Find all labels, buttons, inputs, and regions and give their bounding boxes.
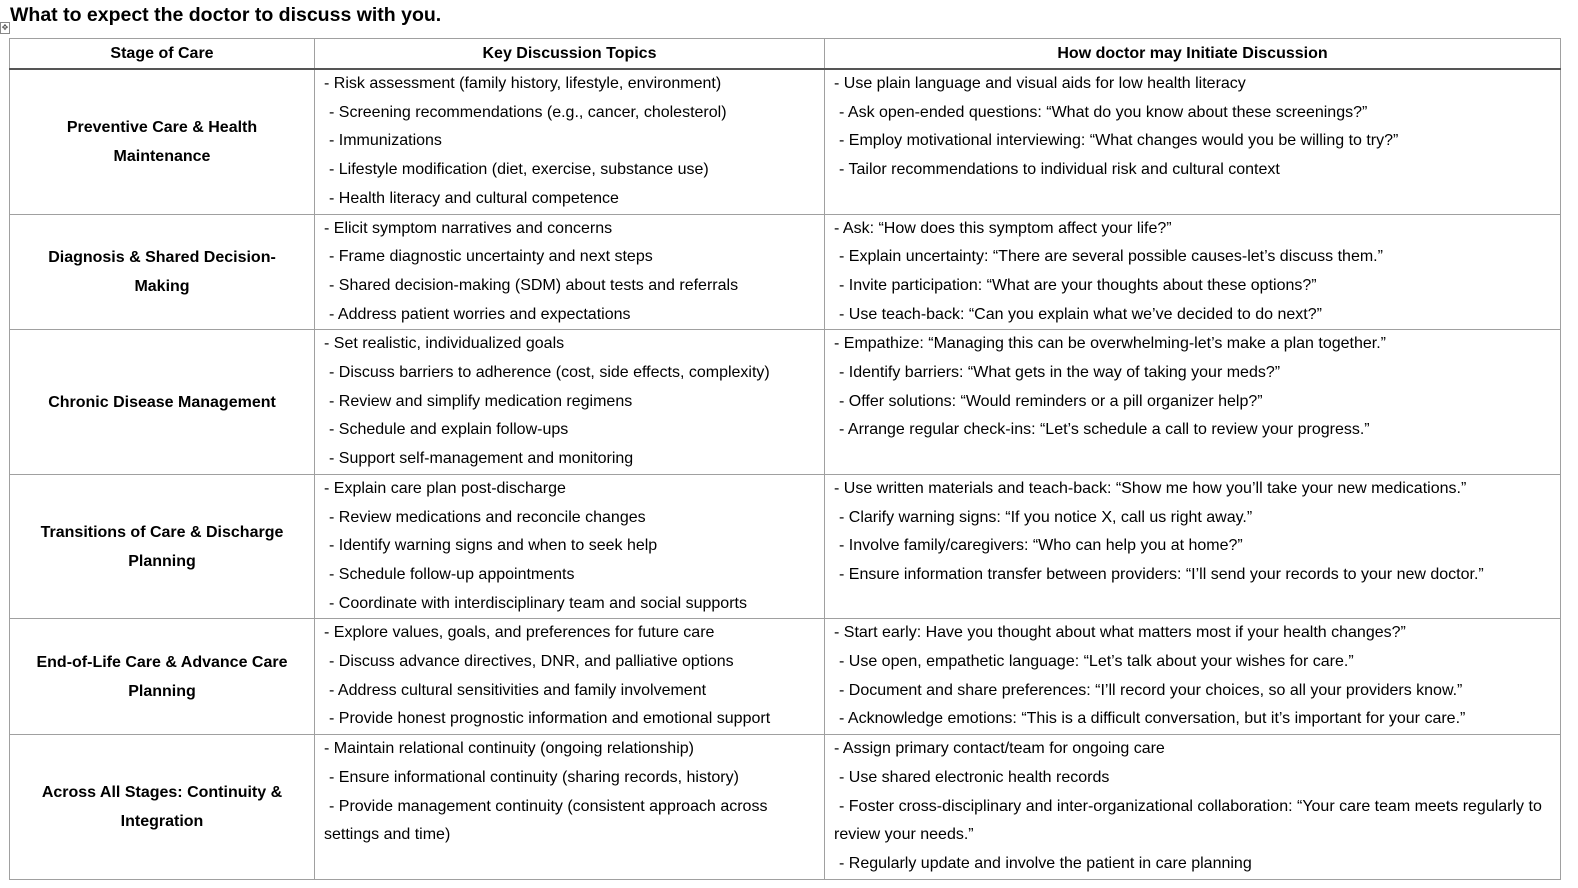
initiation-item: - Identify barriers: “What gets in the way of taking your meds?” [839,364,1281,382]
topic-item: - Risk assessment (family history, lifestyle, environment) [324,75,722,92]
initiation-item: - Ask open-ended questions: “What do you know about these screenings?” [839,103,1368,121]
topics-cell [315,735,825,880]
initiation-cell [825,619,1561,735]
initiation-item: - Involve family/caregivers: “Who can help you at home?” [839,537,1243,555]
topic-item: - Explore values, goals, and preferences for future care [324,624,715,642]
topic-item: - Address patient worries and expectations [329,305,631,323]
initiation-item: - Employ motivational interviewing: “What changes would you be willing to try?” [839,132,1399,150]
table-row [10,69,1561,214]
stage-cell: Chronic Disease Management [10,330,315,475]
topics-cell [315,619,825,735]
table-row [10,214,1561,330]
initiation-item: - Use shared electronic health records [839,769,1110,787]
table-row [10,474,1561,619]
initiation-cell [825,735,1561,880]
table-row [10,735,1561,880]
topic-item: - Set realistic, individualized goals [324,335,565,353]
topic-item: - Explain care plan post-discharge [324,479,566,497]
stage-cell: End-of-Life Care & Advance Care Planning [10,619,315,735]
initiation-item: - Use open, empathetic language: “Let’s talk about your wishes for care.” [839,653,1354,671]
table-move-handle-icon[interactable]: ✥ [1,23,9,32]
topic-item: - Support self-management and monitoring [329,450,634,468]
stage-cell: Across All Stages: Continuity & Integration [10,735,315,880]
initiation-cell [825,69,1561,214]
topic-item: - Address cultural sensitivities and family involvement [329,681,707,699]
topic-item: - Ensure informational continuity (sharing records, history) [329,769,739,787]
initiation-cell [825,214,1561,330]
initiation-item: - Invite participation: “What are your thoughts about these options?” [839,276,1317,294]
topics-cell [315,474,825,619]
topic-item: - Elicit symptom narratives and concerns [324,219,613,237]
topic-item: - Provide honest prognostic information and emotional support [329,710,771,728]
table-row [10,330,1561,475]
initiation-item: - Tailor recommendations to individual risk and cultural context [839,161,1280,179]
stage-cell: Transitions of Care & Discharge Planning [10,474,315,619]
topics-cell [315,330,825,475]
topic-item: - Lifestyle modification (diet, exercise, substance use) [329,161,709,179]
initiation-item: - Start early: Have you thought about what matters most if your health changes?” [834,624,1406,642]
topic-item: - Shared decision-making (SDM) about tests and referrals [329,276,739,294]
initiation-item: - Clarify warning signs: “If you notice X, call us right away.” [839,508,1253,526]
topic-item: - Health literacy and cultural competence [329,189,619,207]
header-topics: Key Discussion Topics [315,39,825,70]
initiation-cell [825,474,1561,619]
header-row [10,39,1561,70]
stage-cell: Diagnosis & Shared Decision-Making [10,214,315,330]
initiation-item: - Ensure information transfer between providers: “I’ll send your records to your new doctor.” [839,565,1484,583]
stage-cell: Preventive Care & Health Maintenance [10,69,315,214]
initiation-item: - Use written materials and teach-back: “Show me how you’ll take your new medications.” [834,479,1467,497]
topic-item: - Schedule and explain follow-ups [329,421,569,439]
table-row [10,619,1561,735]
topic-item: - Review medications and reconcile changes [329,508,646,526]
topic-item: - Coordinate with interdisciplinary team and social supports [329,594,747,612]
initiation-item: - Empathize: “Managing this can be overwhelming-let’s make a plan together.” [834,335,1386,353]
header-stage: Stage of Care [10,39,315,70]
initiation-item: - Foster cross-disciplinary and inter-organizational collaboration: “Your care team meets regularly to review your needs.” [834,797,1542,844]
initiation-item: - Acknowledge emotions: “This is a difficult conversation, but it’s important for your care.” [839,710,1466,728]
initiation-item: - Explain uncertainty: “There are several possible causes-let’s discuss them.” [839,248,1383,266]
topics-cell [315,69,825,214]
document-title: What to expect the doctor to discuss with you. [10,4,442,26]
topic-item: - Frame diagnostic uncertainty and next steps [329,248,653,266]
topic-item: - Schedule follow-up appointments [329,565,575,583]
topic-item: - Identify warning signs and when to seek help [329,537,658,555]
topic-item: - Review and simplify medication regimens [329,392,633,410]
initiation-item: - Offer solutions: “Would reminders or a pill organizer help?” [839,392,1263,410]
care-discussion-table [9,38,1561,880]
topic-item: - Provide management continuity (consistent approach across settings and time) [324,797,768,844]
topics-cell [315,214,825,330]
topic-item: - Discuss barriers to adherence (cost, side effects, complexity) [329,364,770,382]
initiation-item: - Document and share preferences: “I’ll record your choices, so all your providers know.” [839,681,1463,699]
initiation-item: - Arrange regular check-ins: “Let’s schedule a call to review your progress.” [839,421,1370,439]
topic-item: - Maintain relational continuity (ongoing relationship) [324,740,694,758]
initiation-item: - Assign primary contact/team for ongoing care [834,740,1165,758]
initiation-item: - Use plain language and visual aids for low health literacy [834,75,1246,92]
topic-item: - Discuss advance directives, DNR, and palliative options [329,653,734,671]
initiation-cell [825,330,1561,475]
topic-item: - Immunizations [329,132,442,150]
initiation-item: - Regularly update and involve the patient in care planning [839,855,1252,873]
topic-item: - Screening recommendations (e.g., cancer, cholesterol) [329,103,727,121]
initiation-item: - Ask: “How does this symptom affect your life?” [834,219,1172,237]
initiation-item: - Use teach-back: “Can you explain what we’ve decided to do next?” [839,305,1322,323]
header-initiation: How doctor may Initiate Discussion [825,39,1561,70]
